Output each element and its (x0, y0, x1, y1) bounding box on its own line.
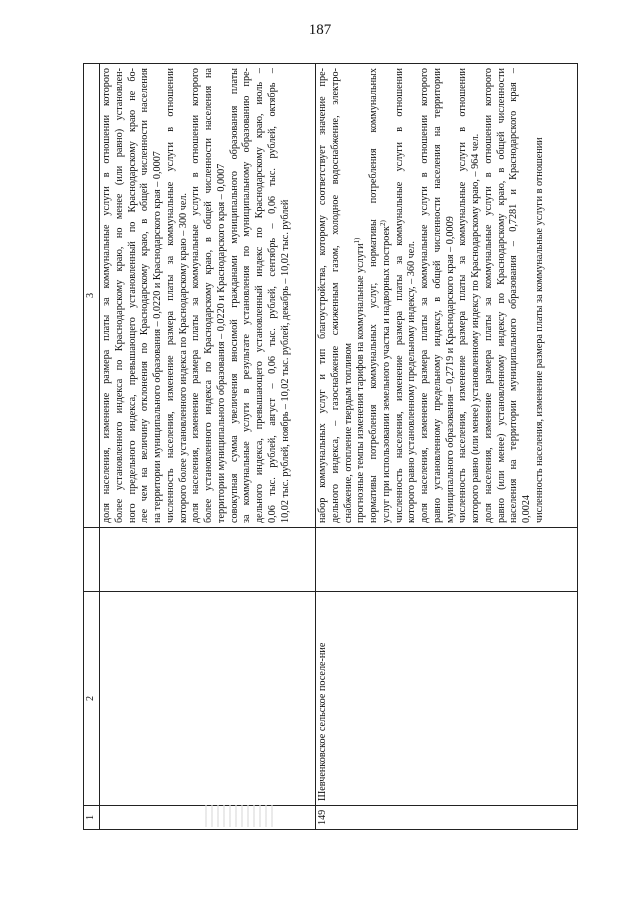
text-line: равно установленному предельному индексу, в общей численности населения на территории (431, 68, 443, 523)
text-line: за коммунальные услуги в результате установления по муниципальному образованию пре- (241, 68, 253, 523)
header-col-1: 1 (84, 806, 100, 830)
text-line: лее чем на величину отклонения по Краснодарскому краю, в общей численности населения (139, 68, 151, 523)
row-name-cell (100, 592, 316, 806)
text-line: нормативы потребления коммунальных услуг, нормативы потребления коммунальных (368, 68, 379, 523)
scan-artifact (205, 805, 275, 827)
text-line: снабжение, отопление твердым топливом (342, 343, 354, 523)
footnote-marker: 2) (378, 220, 387, 227)
text-line: ного предельного индекса, превышающего установленный по Краснодарскому краю не бо- (126, 68, 138, 523)
row-text-cell (316, 64, 578, 528)
text-line: численность населения, изменение размера платы за коммунальные услуги в отношении (457, 68, 469, 523)
row-text-cell (100, 64, 316, 528)
row-a-lines (101, 68, 292, 523)
text-line: более установленного индекса по Краснодарскому краю, в общей численности населения на (203, 68, 214, 523)
text-line: территории муниципального образования – 0,0220 и Краснодарского края – 0,0007 (215, 163, 227, 523)
text-line: доля населения, изменение размера платы за коммунальные услуги в отношении которого (419, 68, 430, 523)
text-line: прогнозные темпы изменения тарифов на коммунальные услуги$^{1)}$ (353, 237, 367, 523)
text-line: дельного индекса, – газоснабжение сжиженным газом, холодное водоснабжение, электро- (329, 68, 341, 523)
text-line: равно (или менее) установленному индексу по Краснодарскому краю, в общей численности (495, 68, 507, 523)
footnote-marker: 1) (353, 237, 362, 244)
text-line: 0,0024 (521, 494, 532, 523)
data-table (83, 63, 578, 830)
row-name-cell: Шевченковское сельское поселе-ние (316, 592, 578, 806)
header-col-2: 2 (84, 592, 100, 806)
text-line: услуг при использовании земельного участка и надворных построек$^{2)}$ (378, 220, 392, 523)
row-number-cell: 149 (316, 806, 578, 830)
text-line: на территории муниципального образования – 0,0220 и Краснодарского края – 0,0007 (152, 151, 163, 523)
header-row (84, 64, 100, 830)
text-line: доля населения, изменение размера платы за коммунальные услуги в отношении которого (190, 68, 202, 523)
table-row (100, 64, 316, 830)
text-line: численность населения, изменение размера платы за коммунальные услуги в отношении (164, 68, 176, 523)
table-row (316, 64, 578, 830)
text-line: населения на территории муниципального образования – 0,7281 и Краснодарского края – (508, 68, 520, 523)
text-line: которого равно установленному предельному индексу, – 360 чел. (406, 241, 418, 523)
page-number: 187 (308, 22, 332, 38)
rotated-table-container (83, 64, 578, 830)
text-line: совокупная сумма увеличения вносимой гражданами муниципального образования платы (228, 68, 240, 523)
header-col-4: 3 (84, 64, 100, 528)
text-line: численность населения, изменение размера платы за коммунальные услуги в отношении (533, 137, 545, 523)
text-line: набор коммунальных услуг и тип благоустройства, которому соответствует значение пре- (317, 68, 328, 523)
header-col-3 (84, 528, 100, 592)
text-line: дельного индекса, превышающего установленный индекс по Краснодарскому краю, июль – (254, 68, 265, 523)
text-line: 0,06 тыс. рублей, август – 0,06 тыс. рублей, сентябрь – 0,06 тыс. рублей, октябрь – (266, 68, 278, 523)
text-line: доля населения, изменение размера платы за коммунальные услуги в отношении которого (101, 68, 112, 523)
text-line: которого равно (или менее) установленному индексу по Краснодарскому краю, – 964 чел. (470, 133, 481, 523)
row-b-lines (317, 68, 547, 523)
text-line: которого более установленного индекса по Краснодарскому краю – 300 чел. (177, 193, 189, 523)
text-line: муниципального образования – 0,2719 и Краснодарского края – 0,0009 (444, 216, 456, 523)
text-line: численность населения, изменение размера платы за коммунальные услуги в отношении (393, 68, 405, 523)
text-line: 10,02 тыс. рублей, ноябрь – 10,02 тыс. рублей, декабрь – 10,02 тыс. рублей (279, 199, 291, 523)
row-empty-cell (316, 528, 578, 592)
text-line: более установленного индекса по Краснодарскому краю, но менее (или равно) установлен- (113, 68, 125, 523)
text-line: доля населения, изменение размера платы за коммунальные услуги в отношении которого (482, 68, 494, 523)
row-empty-cell (100, 528, 316, 592)
